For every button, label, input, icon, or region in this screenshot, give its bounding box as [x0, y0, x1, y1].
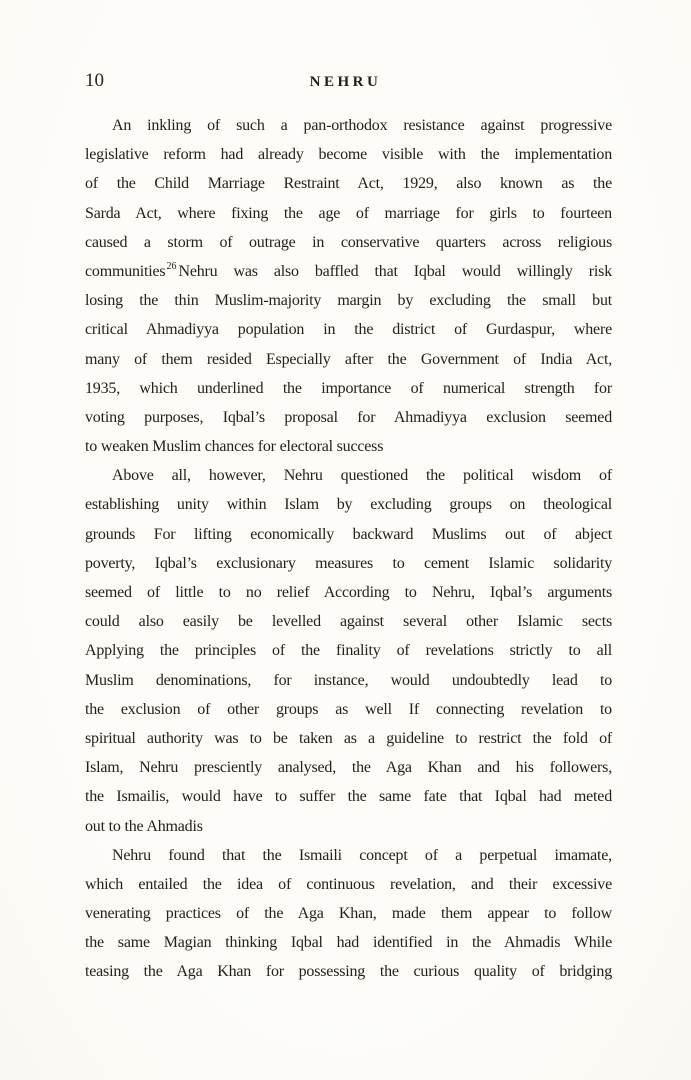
- text-segment: Above all, however, Nehru questioned the political wisdom of: [112, 467, 612, 485]
- text-segment: establishing unity within Islam by excluding groups on theological: [85, 496, 612, 514]
- text-segment: Muslim denominations, for instance, would undoubtedly lead to: [85, 671, 612, 689]
- text-line: [85, 520, 612, 549]
- text-segment: venerating practices of the Aga Khan, made them appear to follow: [85, 905, 612, 923]
- text-line: [85, 636, 612, 665]
- text-segment: many of them resided Especially after the Government of India Act,: [85, 350, 612, 368]
- text-line: [85, 607, 612, 636]
- running-header: NEHRU: [309, 74, 382, 90]
- text-segment: poverty, Iqbal’s exclusionary measures to cement Islamic solidarity: [85, 554, 612, 572]
- paragraph: [85, 841, 612, 987]
- text-segment: Nehru was also baffled that Iqbal would willingly risk: [178, 262, 612, 280]
- text-segment: communities: [85, 262, 166, 280]
- text-segment: critical Ahmadiyya population in the district of Gurdaspur, where: [85, 321, 612, 339]
- text-line: [85, 461, 612, 490]
- text-segment: grounds For lifting economically backward Muslims out of abject: [85, 525, 612, 543]
- text-line: [85, 345, 612, 374]
- page-body: [85, 111, 612, 987]
- text-segment: could also easily be levelled against several other Islamic sects: [85, 613, 612, 631]
- text-line: [85, 169, 612, 198]
- text-line: [85, 111, 612, 140]
- text-line: [85, 403, 612, 432]
- text-segment: teasing the Aga Khan for possessing the curious quality of bridging: [85, 963, 612, 981]
- text-line: [85, 286, 612, 315]
- text-line: [85, 695, 612, 724]
- text-segment: the same Magian thinking Iqbal had identified in the Ahmadis While: [85, 934, 612, 952]
- text-line: [85, 753, 612, 782]
- text-segment: losing the thin Muslim-majority margin by excluding the small but: [85, 292, 612, 310]
- text-line: [85, 812, 612, 841]
- text-segment: Islam, Nehru presciently analysed, the Aga Khan and his followers,: [85, 759, 612, 777]
- text-segment: seemed of little to no relief According to Nehru, Iqbal’s arguments: [85, 584, 612, 601]
- text-line: [85, 432, 612, 461]
- text-segment: An inkling of such a pan-orthodox resistance against progressive: [112, 117, 612, 134]
- text-line: [85, 957, 612, 986]
- text-line: [85, 870, 612, 899]
- text-segment: Sarda Act, where fixing the age of marriage for girls to fourteen: [85, 204, 612, 222]
- text-line: [85, 199, 612, 228]
- text-line: [85, 666, 612, 695]
- text-line: [85, 140, 612, 169]
- paragraph: [85, 461, 612, 840]
- text-line: [85, 578, 612, 607]
- text-segment: to weaken Muslim chances for electoral success: [85, 438, 384, 456]
- text-line: [85, 257, 612, 286]
- text-line: [85, 228, 612, 257]
- footnote-reference: 26: [166, 260, 177, 272]
- text-segment: Applying the principles of the finality of revelations strictly to all: [85, 642, 612, 660]
- text-segment: out to the Ahmadis: [85, 817, 203, 835]
- text-segment: voting purposes, Iqbal’s proposal for Ahmadiyya exclusion seemed: [85, 408, 612, 426]
- text-line: [85, 899, 612, 928]
- text-line: [85, 841, 612, 870]
- page-header: [0, 68, 691, 94]
- text-line: [85, 490, 612, 519]
- text-segment: caused a storm of outrage in conservative quarters across religious: [85, 233, 612, 251]
- text-segment: Nehru found that the Ismaili concept of a perpetual imamate,: [112, 846, 612, 864]
- text-segment: legislative reform had already become visible with the implementation: [85, 146, 612, 164]
- text-segment: spiritual authority was to be taken as a guideline to restrict the fold of: [85, 729, 612, 747]
- text-line: [85, 374, 612, 403]
- text-line: [85, 928, 612, 957]
- paragraph: [85, 111, 612, 461]
- text-line: [85, 724, 612, 753]
- text-segment: 1935, which underlined the importance of numerical strength for: [85, 379, 612, 397]
- text-line: [85, 782, 612, 811]
- text-segment: of the Child Marriage Restraint Act, 1929, also known as the: [85, 175, 612, 193]
- text-segment: the exclusion of other groups as well If connecting revelation to: [85, 700, 612, 718]
- text-line: [85, 549, 612, 578]
- text-segment: the Ismailis, would have to suffer the same fate that Iqbal had meted: [85, 788, 612, 806]
- text-segment: which entailed the idea of continuous revelation, and their excessive: [85, 875, 612, 893]
- text-line: [85, 315, 612, 344]
- page-number: 10: [85, 70, 104, 91]
